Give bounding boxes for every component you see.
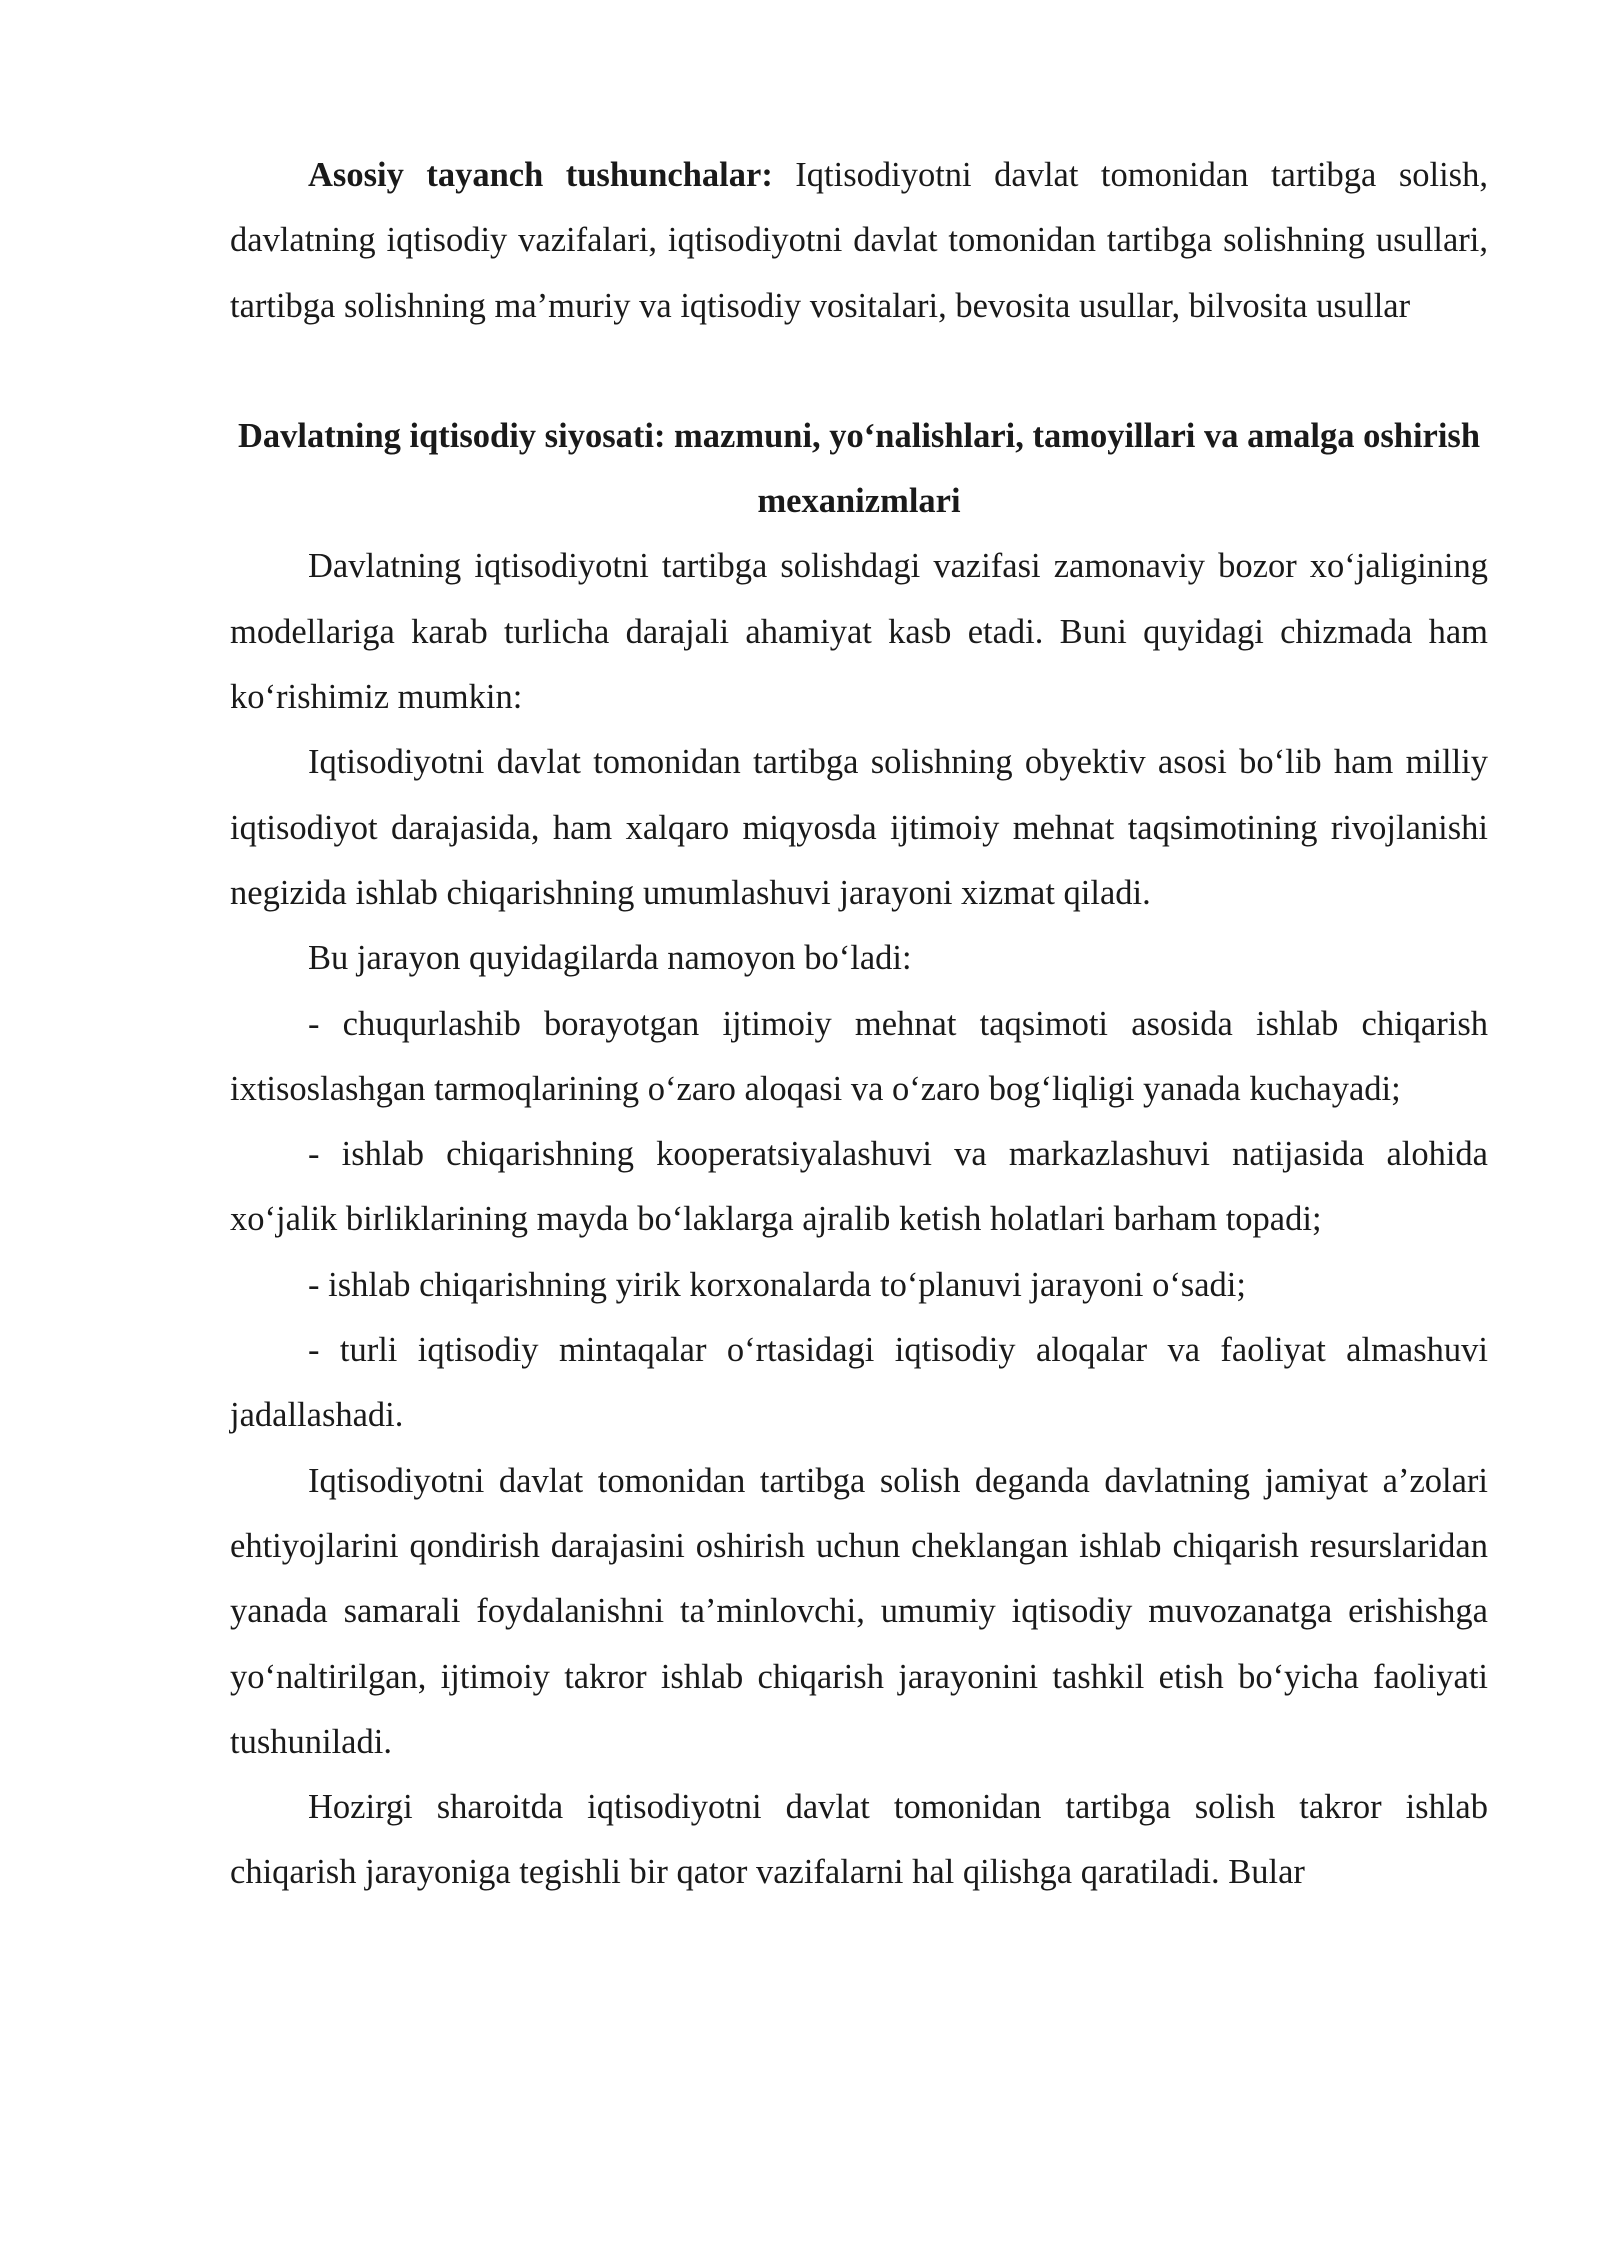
intro-term: Asosiy tayanch tushunchalar: bbox=[308, 156, 773, 194]
list-item: - chuqurlashib borayotgan ijtimoiy mehnat taqsimoti asosida ishlab chiqarish ixtisoslashgan tarmoqlarining o‘zaro aloqasi va o‘zaro bog‘liqligi yanada kuchayadi; bbox=[230, 1004, 1488, 1108]
document-page bbox=[230, 143, 1488, 1906]
section-heading: Davlatning iqtisodiy siyosati: mazmuni, yo‘nalishlari, tamoyillari va amalga oshirish mexanizmlari bbox=[237, 416, 1481, 521]
list-item: - ishlab chiqarishning yirik korxonalarda to‘planuvi jarayoni o‘sadi; bbox=[308, 1265, 1246, 1304]
intro-paragraph bbox=[230, 143, 1488, 339]
intro-text: Iqtisodiyotni davlat tomonidan tartibga solish, davlatning iqtisodiy vazifalari, iqtisodiyotni davlat tomonidan tartibga solishning usullari, tartibga solishning ma’muriy va iqtisodiy vositalari, bevosita usullar, bilvosita usullar bbox=[230, 156, 1488, 325]
list-item: - turli iqtisodiy mintaqalar o‘rtasidagi iqtisodiy aloqalar va faoliyat almashuvi jadallashadi. bbox=[230, 1331, 1488, 1435]
body-paragraph: Iqtisodiyotni davlat tomonidan tartibga solishning obyektiv asosi bo‘lib ham milliy iqtisodiyot darajasida, ham xalqaro miqyosda ijtimoiy mehnat taqsimotining rivojlanishi negizida ishlab chiqarishning umumlashuvi jarayoni xizmat qiladi. bbox=[230, 743, 1488, 912]
body-paragraph: Davlatning iqtisodiyotni tartibga solishdagi vazifasi zamonaviy bozor xo‘jaligining modellariga karab turlicha darajali ahamiyat kasb etadi. Buni quyidagi chizmada ham ko‘rishimiz mumkin: bbox=[230, 547, 1488, 717]
body-paragraph: Bu jarayon quyidagilarda namoyon bo‘ladi: bbox=[308, 939, 912, 978]
list-item: - ishlab chiqarishning kooperatsiyalashuvi va markazlashuvi natijasida alohida xo‘jalik birliklarining mayda bo‘laklarga ajralib ketish holatlari barham topadi; bbox=[230, 1135, 1488, 1239]
body-paragraph: Iqtisodiyotni davlat tomonidan tartibga solish deganda davlatning jamiyat a’zolari ehtiyojlarini qondirish darajasini oshirish uchun cheklangan ishlab chiqarish resurslaridan yanada samarali foydalanishni ta’minlovchi, umumiy iqtisodiy muvozanatga erishishga yo‘naltirilgan, ijtimoiy takror ishlab chiqarish jarayonini tashkil etish bo‘yicha faoliyati tushuniladi. bbox=[230, 1461, 1488, 1761]
body-paragraph: Hozirgi sharoitda iqtisodiyotni davlat tomonidan tartibga solish takror ishlab chiqarish jarayoniga tegishli bir qator vazifalarni hal qilishga qaratiladi. Bular bbox=[230, 1788, 1488, 1892]
